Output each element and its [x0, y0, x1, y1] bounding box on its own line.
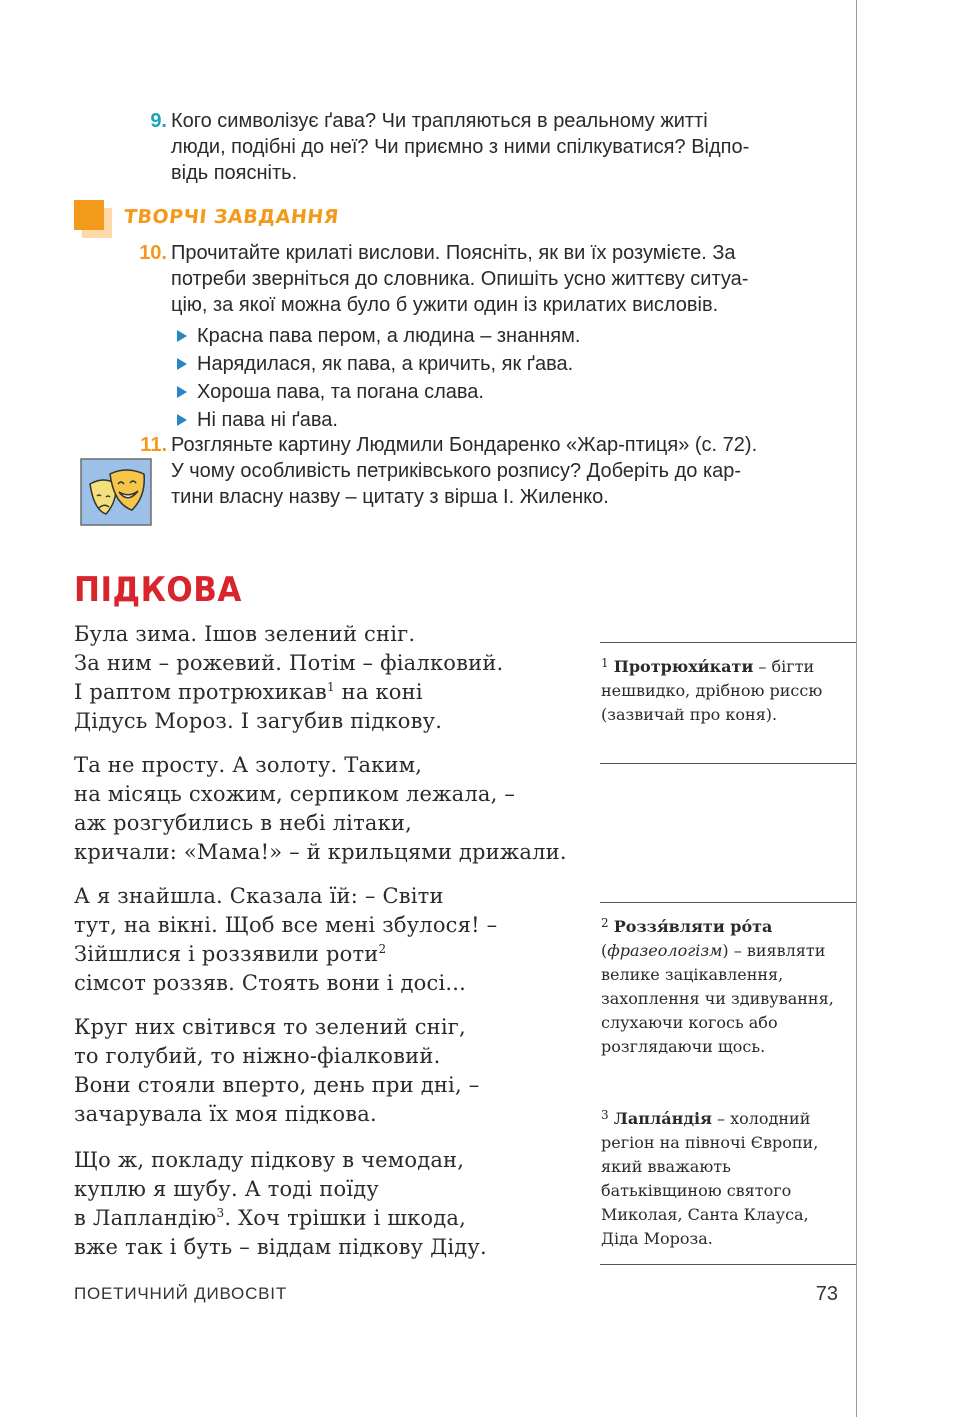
- poem-stanza-4: [74, 1013, 479, 1129]
- theatre-masks-icon: [80, 458, 152, 526]
- triangle-bullet-icon: [177, 358, 187, 370]
- poem-line-text: на коні: [334, 680, 423, 704]
- footnote-marker-1: 1: [326, 680, 335, 694]
- saying-item: [175, 350, 839, 378]
- page-edge-rule: [856, 0, 857, 1417]
- task-10: [139, 240, 839, 434]
- poem-title: ПІДКОВА: [74, 570, 242, 610]
- poem-line: Дідусь Мороз. І загубив підкову.: [74, 709, 443, 733]
- task-number: 10.: [139, 242, 167, 264]
- poem-line: кричали: «Мама!» – й крильцями дрижали.: [74, 840, 567, 864]
- saying-text: Красна пава пером, а людина – знанням.: [197, 325, 581, 347]
- saying-text: Нарядилася, як пава, а кричить, як ґава.: [197, 353, 574, 375]
- footnote-text: ) – виявляти велике зацікавлення, захоплення чи здивування, слухаючи когось або розглядаючи щось.: [601, 941, 834, 1056]
- poem-line: Вони стояли вперто, день при дні, –: [74, 1073, 480, 1097]
- poem-line: Та не просту. А золоту. Таким,: [74, 753, 423, 777]
- poem-line-text: в Лапландію: [74, 1206, 217, 1230]
- poem-line-text: Зійшлися і роззявили роти: [74, 942, 379, 966]
- poem-line: сімсот роззяв. Стоять вони і досі...: [74, 971, 467, 995]
- footnote-term: Роззя́вляти ро́та: [613, 917, 773, 936]
- footnote-rule: [600, 1264, 856, 1265]
- task-number: 9.: [150, 110, 167, 132]
- poem-line: За ним – рожевий. Потім – фіалковий.: [74, 651, 504, 675]
- creative-tasks-label: ТВОРЧІ ЗАВДАННЯ: [122, 206, 340, 228]
- poem-line-text: І раптом протрюхикав: [74, 680, 327, 704]
- triangle-bullet-icon: [177, 414, 187, 426]
- task-line: люди, подібні до неї? Чи приємно з ними спілкуватися? Відпо-: [171, 136, 750, 158]
- sayings-list: [175, 322, 839, 434]
- page-number: 73: [815, 1283, 838, 1305]
- poem-line: вже так і буть – віддам підкову Діду.: [74, 1235, 487, 1259]
- task-line: відь поясніть.: [171, 162, 298, 184]
- poem-line: Круг них світився то зелений сніг,: [74, 1015, 466, 1039]
- footnote-text: – холодний регіон на півночі Європи, який вважають батьківщиною святого Миколая, Санта Клауса, Діда Мороза.: [601, 1109, 819, 1248]
- footnote-rule: [600, 902, 856, 903]
- poem-line: [74, 1204, 487, 1233]
- heading-square-icon: [74, 200, 104, 230]
- poem-stanza-3: [74, 882, 497, 998]
- triangle-bullet-icon: [177, 330, 187, 342]
- poem-line: Була зима. Ішов зелений сніг.: [74, 622, 416, 646]
- footnote-3: [601, 1107, 851, 1251]
- task-9: [150, 108, 839, 186]
- footnote-label: фразеологізм: [607, 941, 723, 960]
- footnote-text: – бігти нешвидко, дрібною риссю (зазвичай про коня).: [601, 657, 823, 724]
- poem-stanza-1: [74, 620, 503, 736]
- footnote-number: 2: [601, 916, 609, 930]
- footnote-term: Протрюхи́кати: [613, 657, 754, 676]
- task-line: цію, за якої можна було б ужити один із крилатих висловів.: [171, 294, 719, 316]
- footnote-paren: (: [601, 941, 608, 960]
- saying-text: Ні пава ні ґава.: [197, 409, 338, 431]
- footnote-2: [601, 915, 851, 1059]
- task-line: Розгляньте картину Людмили Бондаренко «Жар-птиця» (с. 72).: [171, 434, 758, 456]
- task-text: [171, 432, 839, 510]
- poem-line: то голубий, то ніжно-фіалковий.: [74, 1044, 441, 1068]
- poem-line: куплю я шубу. А тоді поїду: [74, 1177, 379, 1201]
- footnote-marker-2: 2: [378, 942, 387, 956]
- footnote-number: 1: [601, 656, 609, 670]
- footnote-rule: [600, 642, 856, 643]
- poem-stanza-5: [74, 1146, 487, 1262]
- poem-line: А я знайшла. Сказала їй: – Світи: [74, 884, 444, 908]
- poem-line: аж розгубились в небі літаки,: [74, 811, 413, 835]
- poem-stanza-2: [74, 751, 567, 867]
- poem-line: тут, на вікні. Щоб все мені збулося! –: [74, 913, 498, 937]
- saying-item: [175, 322, 839, 350]
- task-text: [171, 240, 839, 318]
- saying-item: [175, 378, 839, 406]
- footnote-number: 3: [601, 1108, 609, 1122]
- task-line: Прочитайте крилаті вислови. Поясніть, як ви їх розумієте. За: [171, 242, 736, 264]
- footnote-marker-3: 3: [216, 1206, 225, 1220]
- saying-text: Хороша пава, та погана слава.: [197, 381, 484, 403]
- saying-item: [175, 406, 839, 434]
- footer-section-title: ПОЕТИЧНИЙ ДИВОСВІТ: [74, 1284, 288, 1303]
- task-line: У чому особливість петриківського розпису? Доберіть до кар-: [171, 460, 742, 482]
- poem-line: Що ж, покладу підкову в чемодан,: [74, 1148, 465, 1172]
- poem-line: [74, 940, 497, 969]
- task-line: Кого символізує ґава? Чи трапляються в реальному житті: [171, 110, 708, 132]
- poem-line-text: . Хоч трішки і шкода,: [224, 1206, 466, 1230]
- task-number: 11.: [140, 434, 167, 456]
- footnote-term: Лапла́ндія: [613, 1109, 712, 1128]
- poem-line: зачарувала їх моя підкова.: [74, 1102, 377, 1126]
- task-11: [140, 432, 839, 510]
- poem-line: [74, 678, 503, 707]
- triangle-bullet-icon: [177, 386, 187, 398]
- task-line: тини власну назву – цитату з вірша І. Жиленко.: [171, 486, 609, 508]
- task-text: [171, 108, 839, 186]
- footnote-1: [601, 655, 851, 727]
- poem-line: на місяць схожим, серпиком лежала, –: [74, 782, 516, 806]
- task-line: потреби зверніться до словника. Опишіть усно життєву ситуа-: [171, 268, 749, 290]
- footnote-rule: [600, 763, 856, 764]
